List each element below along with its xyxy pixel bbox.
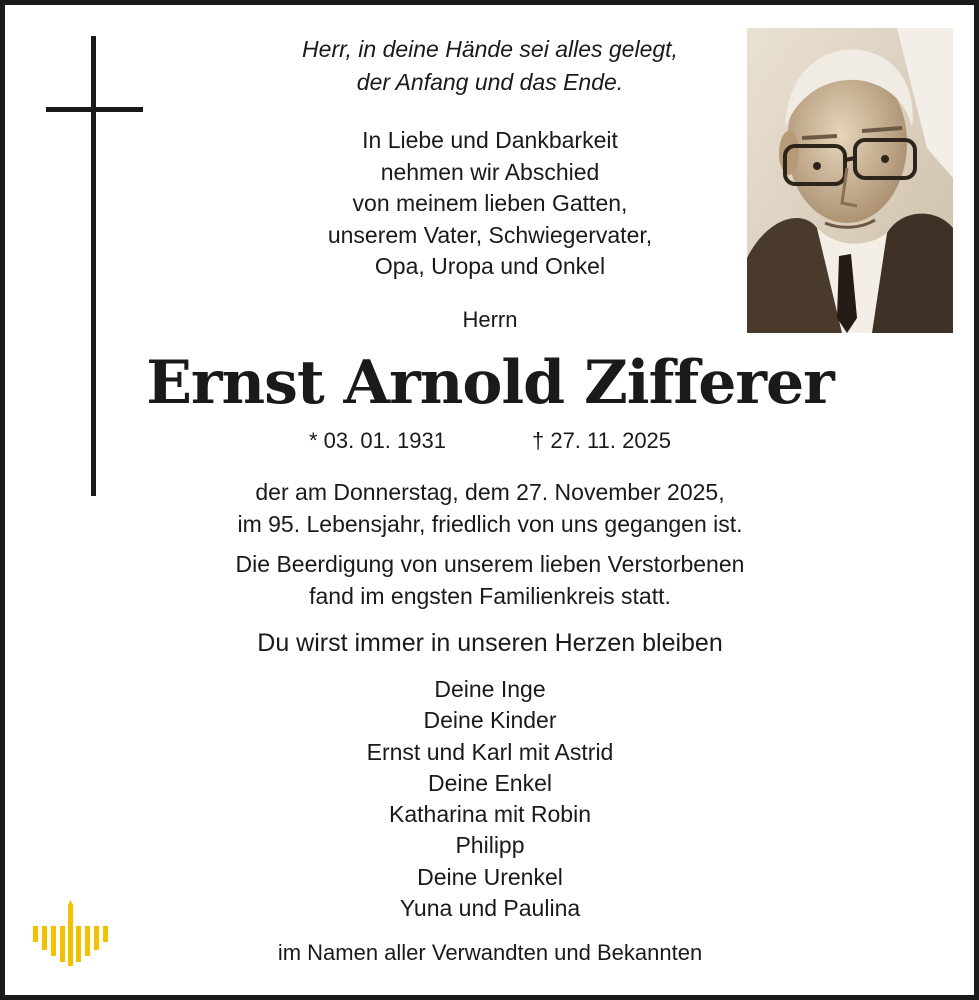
intro-text [140,125,840,283]
family-line: Deine Enkel [427,769,553,796]
funeral-line: Die Beerdigung von unserem lieben Verstorbenen [235,551,745,577]
intro-line: Opa, Uropa und Onkel [374,253,606,279]
funeral-home-logo-icon [31,900,109,968]
funeral-notice [140,548,840,612]
bible-verse [140,33,840,99]
cross-icon [91,36,96,496]
deceased-name: Ernst Arnold Zifferer [146,348,834,418]
farewell-message: Du wirst immer in unseren Herzen bleiben [257,629,723,657]
verse-line: der Anfang und das Ende. [356,69,624,95]
family-line: Katharina mit Robin [389,801,591,828]
death-line: der am Donnerstag, dem 27. November 2025, [255,479,725,505]
death-line: im 95. Lebensjahr, friedlich von uns gegangen ist. [237,511,743,537]
salutation: Herrn [462,307,518,332]
intro-line: von meinem lieben Gatten, [352,190,628,216]
death-date: † 27. 11. 2025 [531,428,672,453]
verse-line: Herr, in deine Hände sei alles gelegt, [302,36,678,62]
cross-icon-bar [46,107,143,112]
intro-line: nehmen wir Abschied [380,158,600,185]
intro-line: unserem Vater, Schwiegervater, [327,221,653,248]
family-line: Deine Urenkel [417,863,563,890]
closing-line: im Namen aller Verwandten und Bekannten [277,940,703,965]
family-line: Deine Inge [434,676,546,702]
death-notice [140,476,840,540]
life-dates [140,426,840,456]
family-line: Yuna und Paulina [399,895,581,922]
family-line: Philipp [455,832,525,859]
intro-line: In Liebe und Dankbarkeit [362,127,618,153]
birth-date: * 03. 01. 1931 [308,428,446,453]
family-line: Ernst und Karl mit Astrid [366,738,614,765]
funeral-line: fand im engsten Familienkreis statt. [309,583,671,609]
family-list [140,674,840,924]
family-line: Deine Kinder [423,707,557,734]
